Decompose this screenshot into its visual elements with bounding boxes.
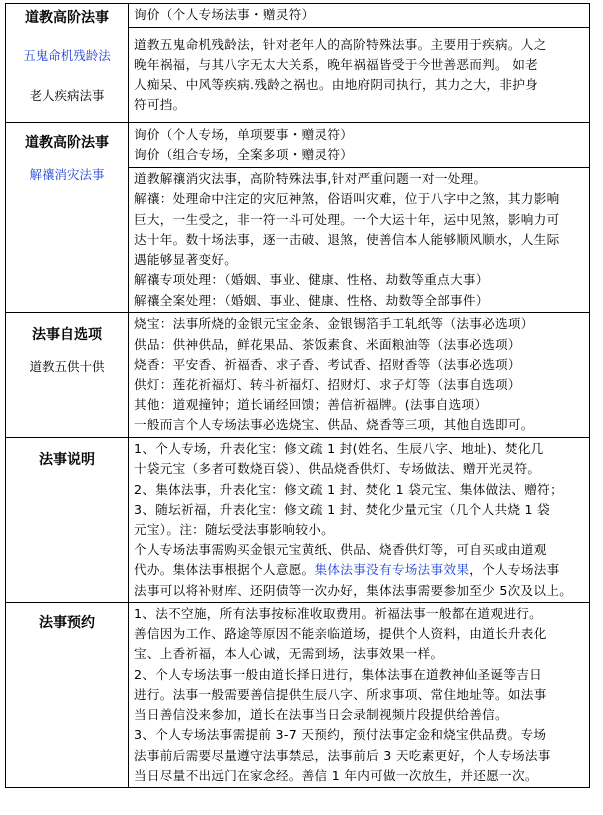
body-line: 烧宝：法事所烧的金银元宝金条、金银锡箔手工轧纸等（法事必选项） [134, 316, 534, 332]
body-line: 人痴呆、中风等疾病.残龄之祸也。由地府阴司执行，其力之大，非护身 [134, 77, 539, 92]
body-line: 2、集体法事，升表化宝：修文疏 1 封、焚化 1 袋元宝、集体做法、赠符； [134, 481, 563, 497]
body-line: 3、随坛祈福，升表化宝：修文疏 1 封、焚化少量元宝（几个人共烧 1 袋 [134, 501, 551, 517]
body-line: 善信因为工作、路途等原因不能亲临道场，提供个人资料，由道长升表化 [134, 626, 547, 642]
section-left-cell [6, 4, 129, 123]
body-line: 当日善信没来参加，道长在法事当日会录制视频片段提供给善信。 [134, 707, 508, 723]
section-title: 法事自选项 [32, 327, 102, 343]
price-line: 询价（个人专场法事・赠灵符） [134, 7, 315, 23]
body-line: 十袋元宝（多者可数烧百袋）、供品烧香供灯、专场做法、赠开光灵符。 [134, 461, 541, 477]
body-line: 巨大，一生受之，非一符一斗可处理。一个大运十年，运中见煞，影响力可 [134, 211, 560, 227]
ritual-services-table [5, 3, 590, 788]
section-subtitle: 解禳消灾法事 [29, 167, 105, 182]
body-text: 代办。集体法事根据个人意愿。 [134, 562, 315, 578]
body-line: 个人专场法事需购买金银元宝黄纸、供品、烧香供灯等，可自买或由道观 [134, 542, 547, 558]
body-line: 元宝）。注：随坛受法事影响较小。 [134, 522, 334, 537]
body-line: 2、个人专场法事一般由道长择日进行，集体法事在道教神仙圣诞等吉日 [134, 666, 543, 682]
body-line: 法事前后需要尽量遵守法事禁忌，法事前后 3 天吃素更好，个人专场法事 [134, 747, 551, 763]
body-line: 道教解禳消灾法事，高阶特殊法事,针对严重问题一对一处理。 [134, 171, 487, 187]
description-cell [129, 438, 590, 603]
section-title: 法事预约 [39, 615, 95, 631]
body-text: ，个人专场法事 [469, 562, 560, 578]
section-left-cell [6, 123, 129, 313]
body-line: 3、个人专场法事需提前 3-7 天预约，预付法事定金和烧宝供品费。专场 [134, 727, 547, 743]
price-line: 询价（个人专场，单项要事・赠灵符） [134, 126, 354, 142]
price-cell [129, 4, 590, 28]
body-line: 1、个人专场，升表化宝：修文疏 1 封(姓名、生辰八字、地址)、焚化几 [134, 441, 544, 457]
description-cell [129, 313, 590, 438]
body-line: 晚年祸福，与其八字无太大关系，晚年祸福皆受于今世善恶而判。 如老 [134, 56, 539, 72]
price-cell [129, 123, 590, 168]
highlight-text: 集体法事没有专场法事效果 [314, 562, 470, 578]
body-line: 其他：道观撞钟；道长诵经回馈；善信祈福牌。(法事自选项） [134, 397, 488, 413]
body-line: 宝、上香祈福，本人心诚，无需到场，法事效果一样。 [134, 646, 444, 662]
section-row-optional-items [6, 313, 590, 438]
body-line: 进行。法事一般需要善信提供生辰八字、所求事项、常住地址等。如法事 [134, 686, 547, 702]
section-left-cell [6, 438, 129, 603]
body-line: 1、法不空施，所有法事按标准收取费用。祈福法事一般都在道观进行。 [134, 606, 543, 622]
body-line: 符可挡。 [134, 97, 186, 113]
section-title: 法事说明 [39, 452, 95, 468]
section-left-cell [6, 603, 129, 788]
description-cell [129, 603, 590, 788]
section-left-cell [6, 313, 129, 438]
body-line: 解禳专项处理：（婚姻、事业、健康、性格、劫数等重点大事） [134, 272, 489, 288]
section-title: 道教高阶法事 [25, 10, 109, 26]
body-line: 达十年。数十场法事，逐一击破、退煞，使善信本人能够顺风顺水，人生际 [134, 231, 560, 247]
body-line: 烧香：平安香、祈福香、求子香、考试香、招财香等（法事必选项） [134, 356, 521, 372]
section-note: 道教五供十供 [29, 359, 105, 374]
section-subtitle: 五鬼命机残龄法 [23, 48, 111, 63]
section-note: 老人疾病法事 [29, 88, 105, 103]
section-row-ritual-notes [6, 438, 590, 603]
body-line: 法事可以将补财库、还阴债等一次办好，集体法事需要参加至少 5次及以上。 [134, 582, 573, 598]
body-line: 当日尽量不出远门在家念经。善信 1 年内可做一次放生，并还愿一次。 [134, 767, 538, 783]
section-row-disaster-relief [6, 123, 590, 168]
body-line: 道教五鬼命机残龄法，针对老年人的高阶特殊法事。主要用于疾病。人之 [134, 36, 547, 52]
body-line: 供品：供神供品，鲜花果品、茶饭素食、米面粮油等（法事必选项） [134, 336, 521, 352]
description-cell [129, 28, 590, 123]
section-title: 道教高阶法事 [25, 135, 109, 151]
body-line: 供灯：莲花祈福灯、转斗祈福灯、招财灯、求子灯等（法事自选项） [134, 377, 521, 392]
body-line-mixed [134, 560, 585, 580]
body-line: 解禳：处理命中注定的灾厄神煞，俗语叫灾难，位于八字中之煞，其力影响 [134, 191, 560, 207]
body-line: 遇能够显著变好。 [134, 252, 238, 268]
body-line: 一般而言个人专场法事必选烧宝、供品、烧香等三项，其他自选即可。 [134, 417, 534, 433]
price-line: 询价（组合专场，全案多项・赠灵符） [134, 147, 354, 162]
section-row-elderly-ritual [6, 4, 590, 28]
description-cell [129, 168, 590, 313]
body-line: 解禳全案处理：（婚姻、事业、健康、性格、劫数等全部事件） [134, 292, 489, 308]
section-row-booking [6, 603, 590, 788]
